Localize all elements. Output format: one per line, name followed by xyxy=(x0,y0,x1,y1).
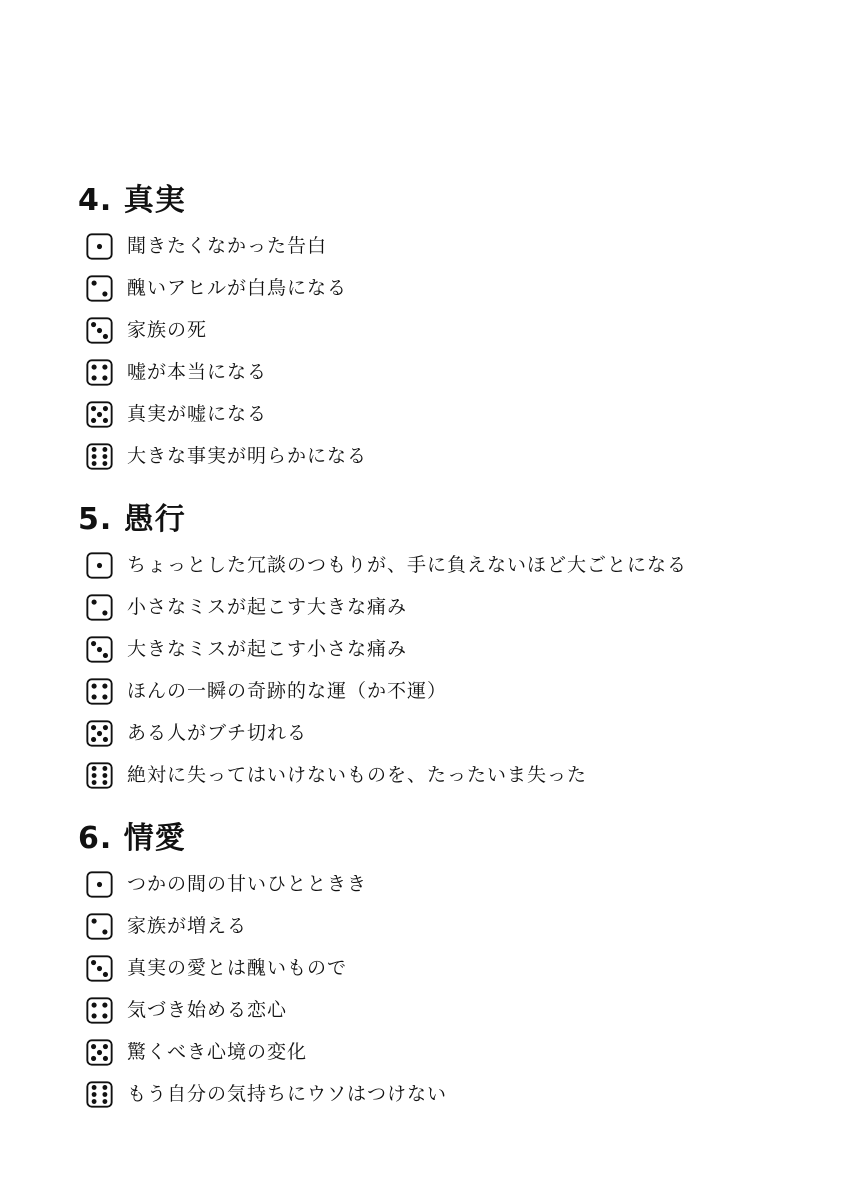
list-item xyxy=(78,628,798,670)
list-item-text: つかの間の甘いひとときき xyxy=(127,873,368,895)
die-face-6-icon xyxy=(86,762,113,789)
list-item xyxy=(78,435,798,477)
section-title: 4. 真実 xyxy=(78,183,186,218)
list-item-text: 嘘が本当になる xyxy=(127,361,268,383)
list-item xyxy=(78,863,798,905)
die-face-2-icon xyxy=(86,594,113,621)
die-face-1-icon xyxy=(86,871,113,898)
die-face-3-icon xyxy=(86,317,113,344)
list-item-text: 醜いアヒルが白鳥になる xyxy=(127,277,348,299)
list-item xyxy=(78,225,798,267)
list-item xyxy=(78,905,798,947)
die-face-5-icon xyxy=(86,401,113,428)
die-face-6-icon xyxy=(86,443,113,470)
list-item-text: 大きな事実が明らかになる xyxy=(127,445,368,467)
die-face-1-icon xyxy=(86,233,113,260)
list-item-text: ある人がブチ切れる xyxy=(127,722,308,744)
die-face-1-icon xyxy=(86,552,113,579)
list-item xyxy=(78,351,798,393)
list-item-text: 小さなミスが起こす大きな痛み xyxy=(127,596,408,618)
list-item-text: 気づき始める恋心 xyxy=(127,999,288,1021)
list-item-text: 大きなミスが起こす小さな痛み xyxy=(127,638,408,660)
list-item-text: もう自分の気持ちにウソはつけない xyxy=(127,1083,448,1105)
die-face-4-icon xyxy=(86,678,113,705)
section-title: 5. 愚行 xyxy=(78,502,186,537)
section-truth xyxy=(78,183,798,477)
list-item-text: 聞きたくなかった告白 xyxy=(127,235,328,257)
list-item-text: 真実の愛とは醜いもので xyxy=(127,957,348,979)
section-title: 6. 情愛 xyxy=(78,821,186,856)
die-face-3-icon xyxy=(86,636,113,663)
list-item-text: ちょっとした冗談のつもりが、手に負えないほど大ごとになる xyxy=(127,554,688,576)
die-face-6-icon xyxy=(86,1081,113,1108)
die-face-2-icon xyxy=(86,913,113,940)
die-face-2-icon xyxy=(86,275,113,302)
list-item-text: 真実が嘘になる xyxy=(127,403,268,425)
list-item xyxy=(78,989,798,1031)
list-item xyxy=(78,544,798,586)
section-affection xyxy=(78,821,798,1115)
die-face-3-icon xyxy=(86,955,113,982)
list-item xyxy=(78,586,798,628)
die-face-5-icon xyxy=(86,720,113,747)
die-face-4-icon xyxy=(86,359,113,386)
die-face-4-icon xyxy=(86,997,113,1024)
list-item xyxy=(78,309,798,351)
list-item-text: ほんの一瞬の奇跡的な運（か不運） xyxy=(127,680,448,702)
list-item xyxy=(78,754,798,796)
list-item-text: 驚くべき心境の変化 xyxy=(127,1041,308,1063)
list-item xyxy=(78,1031,798,1073)
list-item xyxy=(78,947,798,989)
list-item-text: 家族の死 xyxy=(127,319,208,341)
list-item xyxy=(78,1073,798,1115)
list-item-text: 絶対に失ってはいけないものを、たったいま失った xyxy=(127,764,588,786)
list-item xyxy=(78,393,798,435)
list-item xyxy=(78,267,798,309)
list-item-text: 家族が増える xyxy=(127,915,248,937)
die-face-5-icon xyxy=(86,1039,113,1066)
section-folly xyxy=(78,502,798,796)
list-item xyxy=(78,712,798,754)
list-item xyxy=(78,670,798,712)
